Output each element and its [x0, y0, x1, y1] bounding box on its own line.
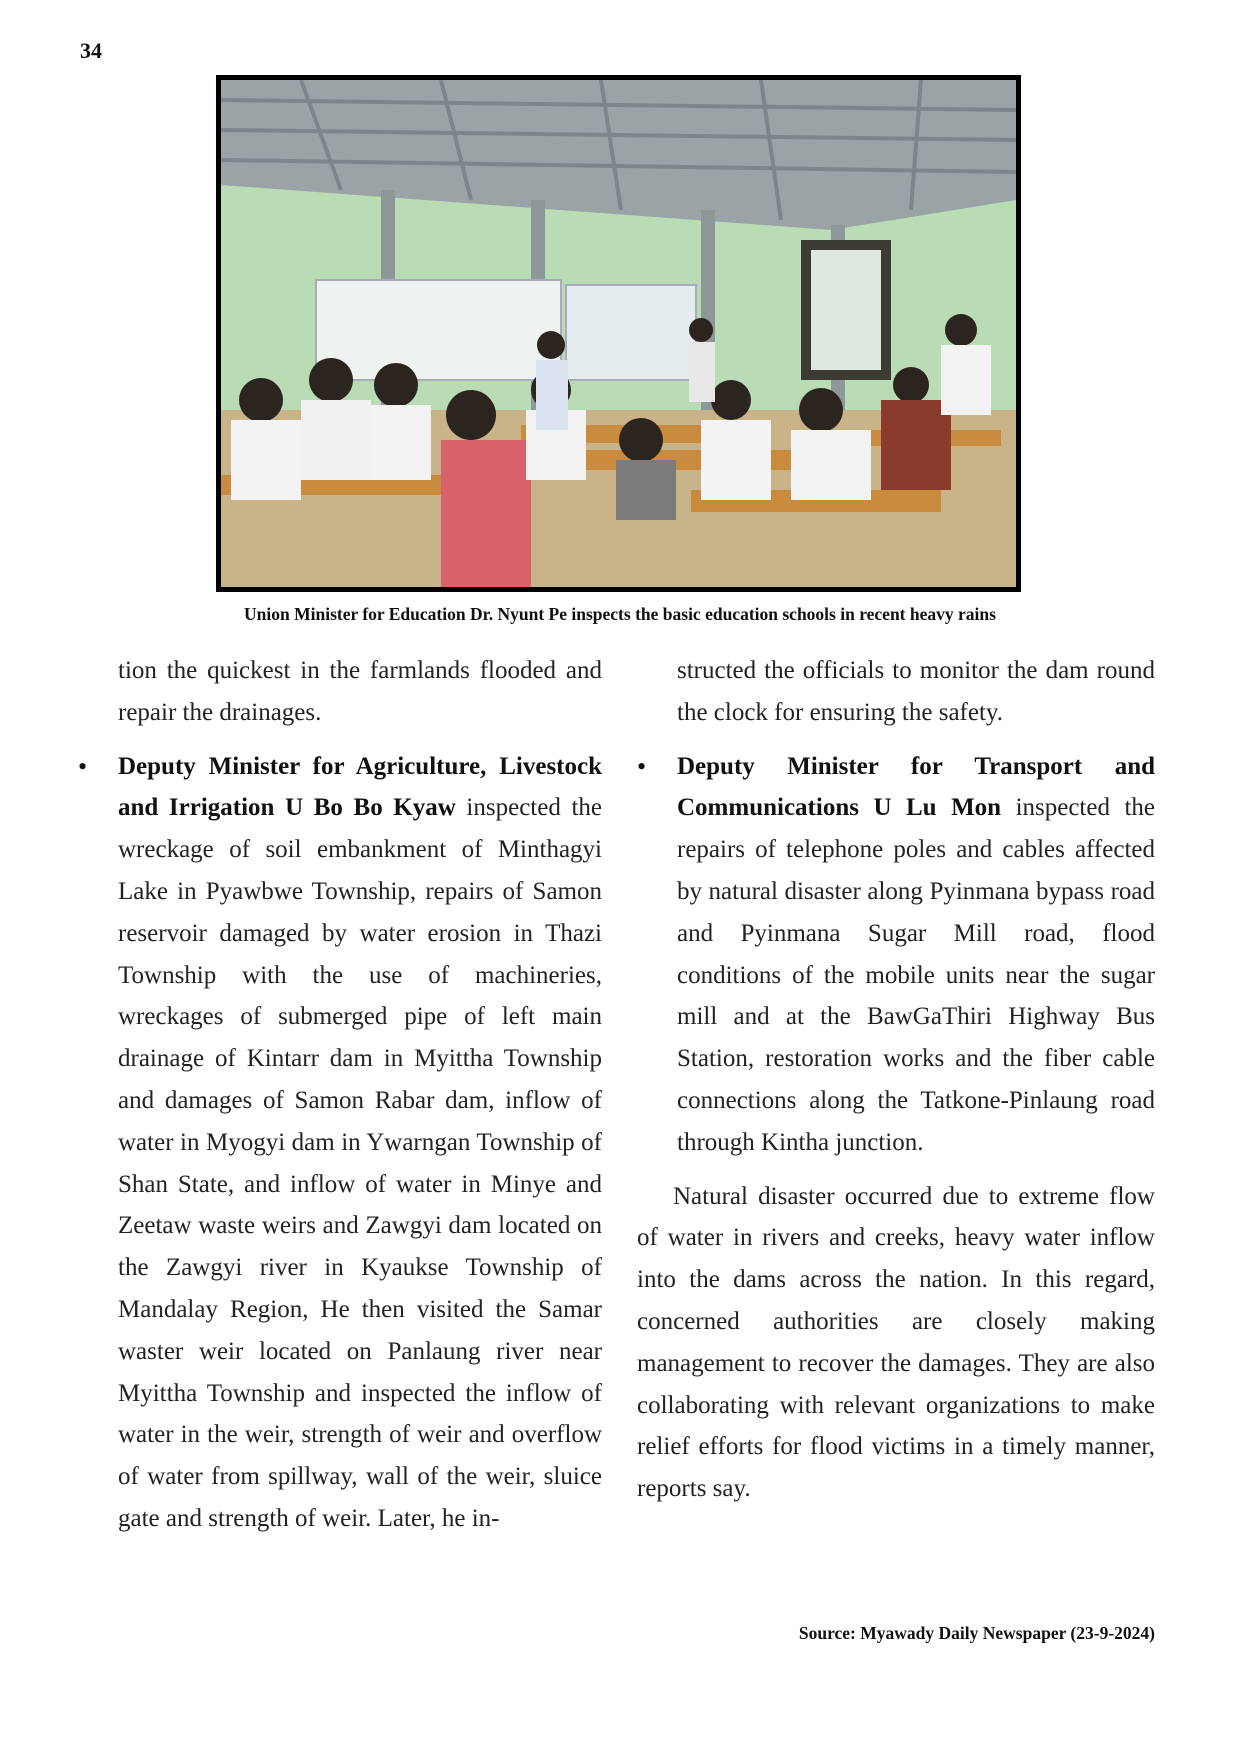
page-number: 34 — [80, 38, 102, 63]
figure-caption: Union Minister for Education Dr. Nyunt Pe inspects the basic education schools in recent heavy rains — [244, 604, 996, 624]
right-bullet-item — [637, 746, 1156, 1164]
left-bullet-text: inspected the wreckage of soil embankment of Minthagyi Lake in Pyawbwe Township, repairs of Samon reservoir damaged by water erosion in Thazi Township with the use of machineries, wreckages of submerged pipe of left main drainage of Kintarr dam in Myittha Township and damages of Samon Rabar dam, inflow of water in Myogyi dam in Ywarngan Township of Shan State, and inflow of water in Minye and Zeetaw waste weirs and Zawgyi dam located on the Zawgyi river in Kyaukse Township of Mandalay Region, He then visited the Samar waster weir located on Panlaung river near Myittha Township and inspected the inflow of water in the weir, strength of weir and overflow of water from spillway, wall of the weir, sluice gate and strength of weir. Later, he in- — [118, 794, 602, 1532]
bullet-icon: • — [78, 751, 88, 781]
right-bullet-text: inspected the repairs of telephone poles and cables affected by natural disaster along Pyinmana bypass road and Pyinmana Sugar Mill road, flood conditions of the mobile units near the sugar mill and at the BawGaThiri Highway Bus Station, restoration works and the fiber cable connections along the Tatkone-Pinlaung road through Kintha junction. — [677, 794, 1156, 1156]
left-bullet-item — [78, 746, 602, 1540]
right-column — [637, 650, 1155, 1510]
classroom-photo-illustration — [221, 80, 1016, 587]
right-paragraph: Natural disaster occurred due to extreme flow of water in rivers and creeks, heavy water inflow into the dams across the nation. In this regard, concerned authorities are closely making management to recover the damages. They are also collaborating with relevant organizations to make relief efforts for flood victims in a timely manner, reports say. — [637, 1182, 1155, 1503]
right-bullet-lead: Deputy Minister for Transport and Communications U Lu Mon — [677, 752, 1155, 822]
source-credit: Source: Myawady Daily Newspaper (23-9-2024) — [798, 1623, 1155, 1643]
left-continuation-text: tion the quickest in the farmlands flooded and repair the drainages. — [118, 657, 602, 726]
bullet-icon: • — [637, 751, 647, 781]
left-bullet-lead: Deputy Minister for Agriculture, Livestock and Irrigation U Bo Bo Kyaw — [118, 752, 602, 822]
left-column — [78, 650, 602, 1540]
right-continuation-text: structed the officials to monitor the dam round the clock for ensuring the safety. — [677, 657, 1155, 726]
classroom-photo — [216, 75, 1021, 592]
